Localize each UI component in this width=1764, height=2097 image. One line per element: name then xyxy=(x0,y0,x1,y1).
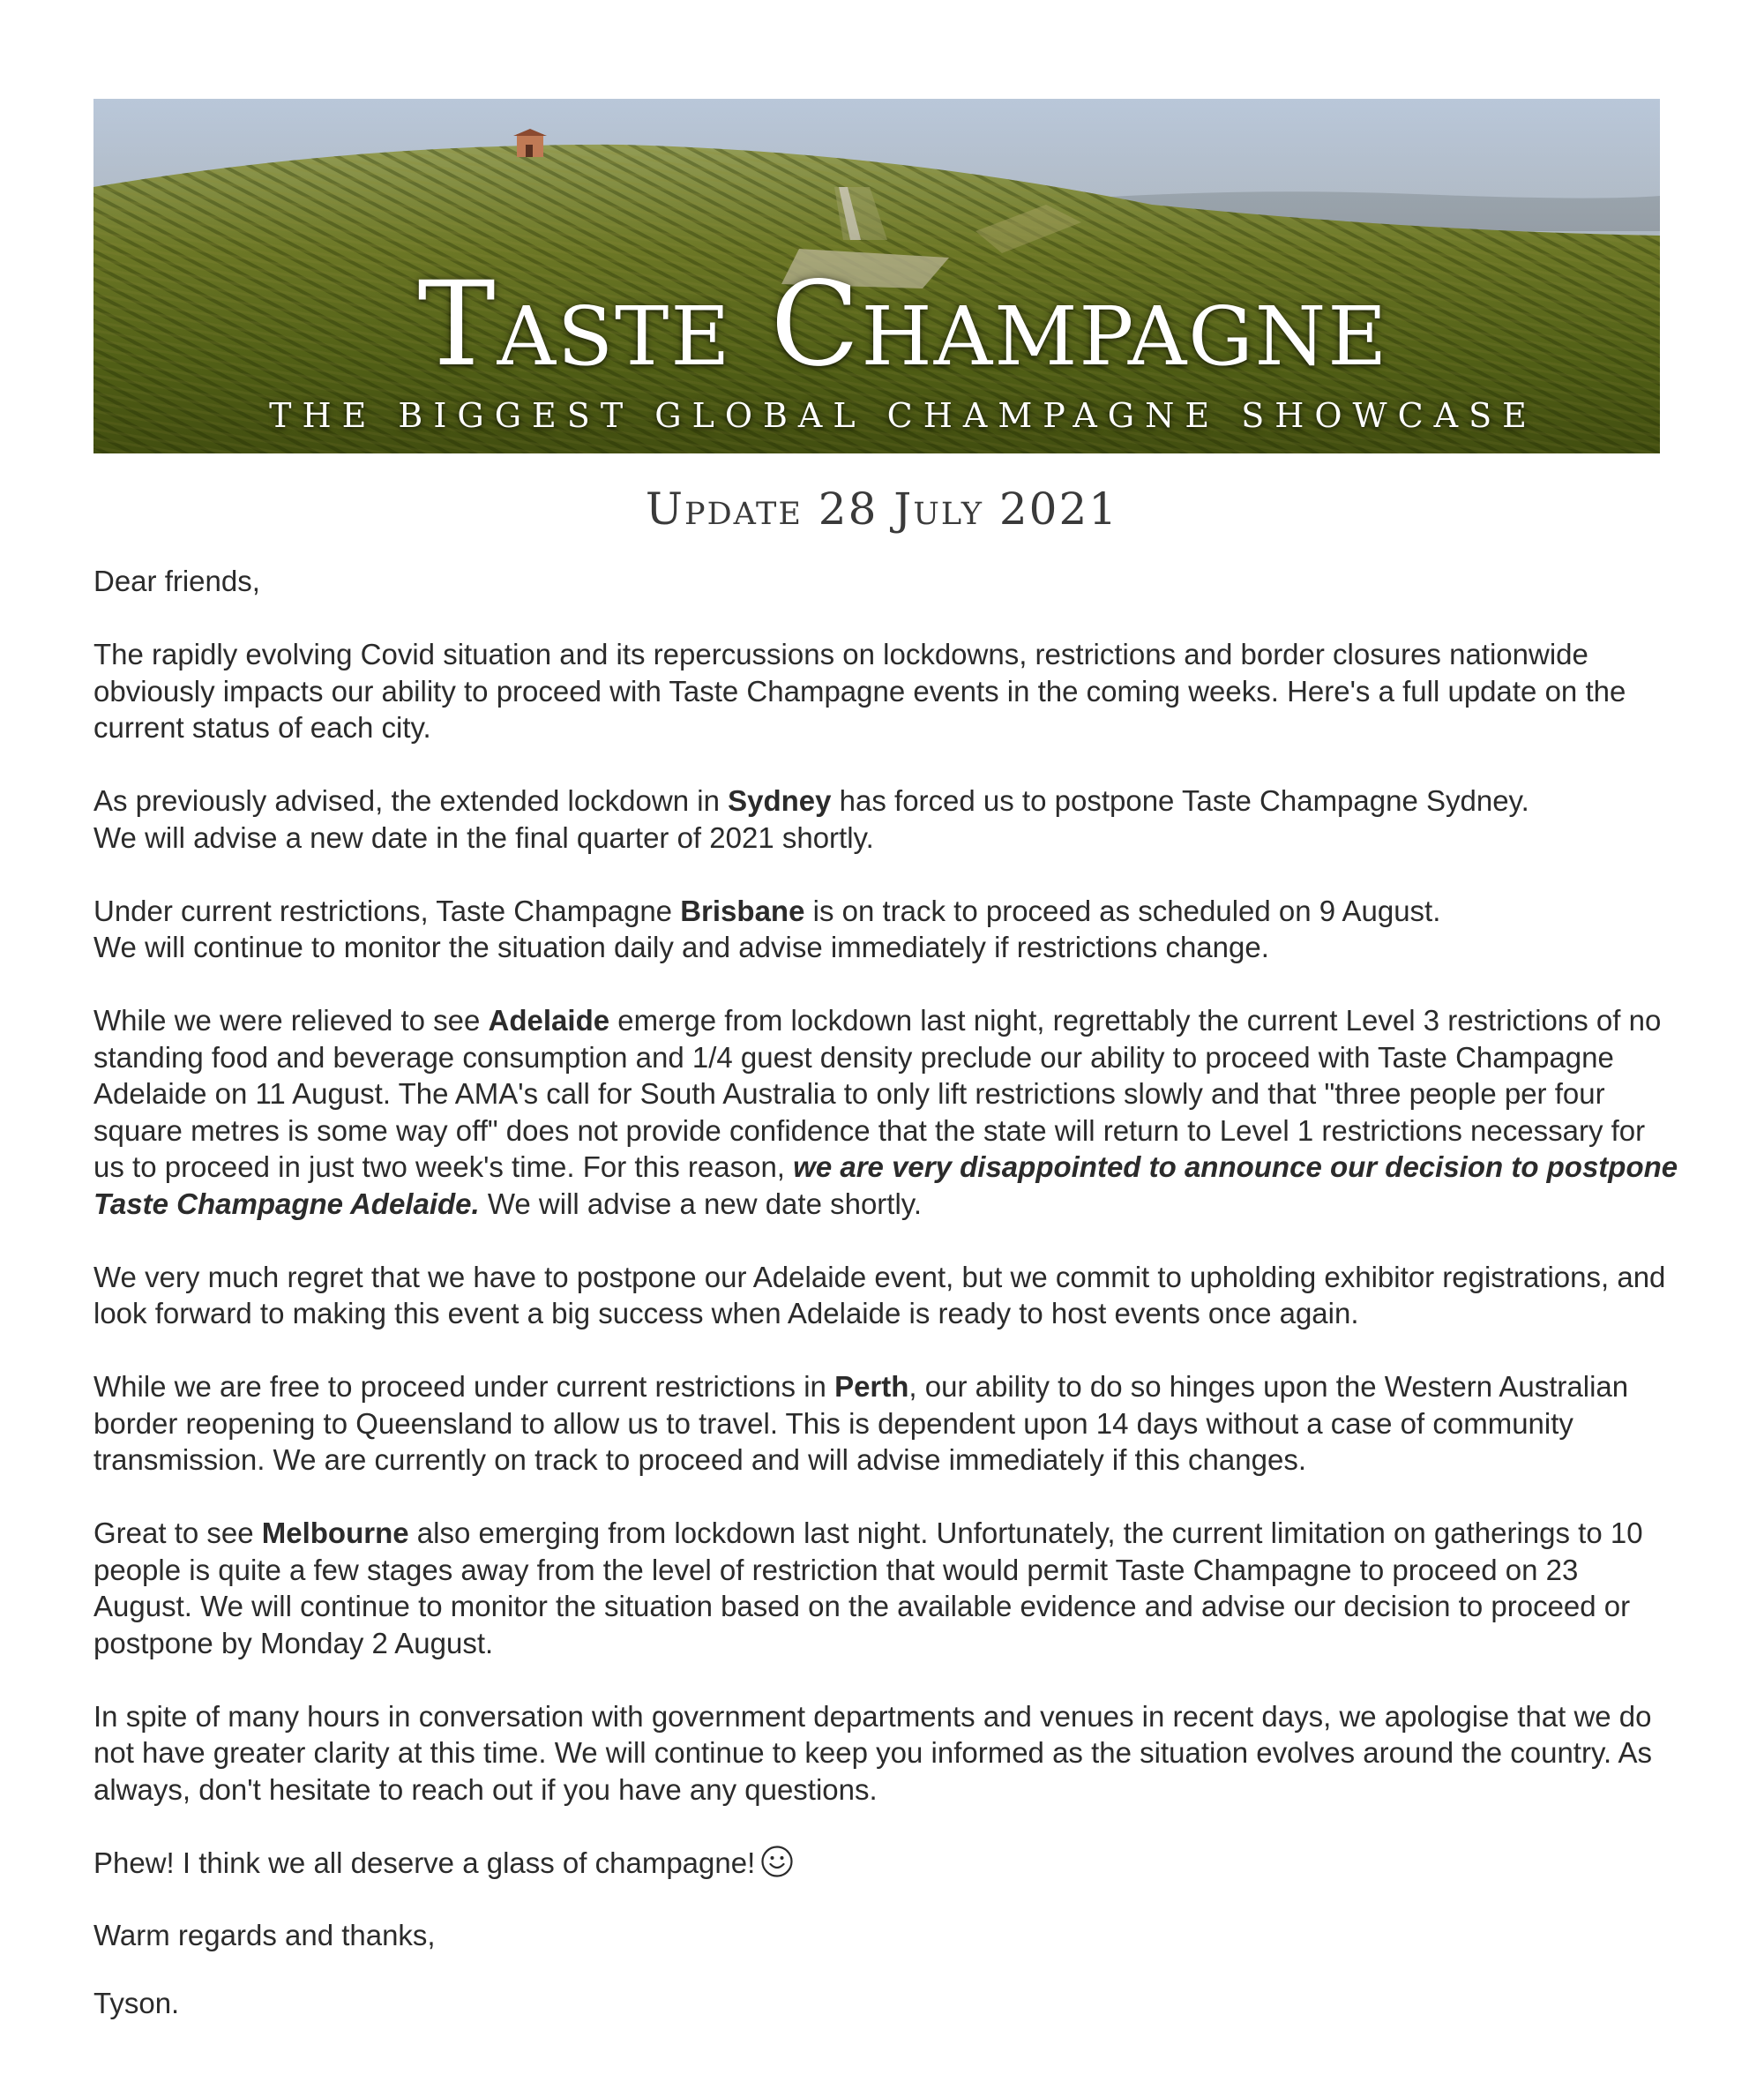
text: We will continue to monitor the situation daily and advise immediately if restrictions change. xyxy=(93,931,1269,963)
banner-subtitle: THE BIGGEST GLOBAL CHAMPAGNE SHOWCASE xyxy=(269,396,1537,435)
paragraph-melbourne xyxy=(93,1515,1681,1661)
city-name-melbourne: Melbourne xyxy=(261,1517,409,1549)
text: As previously advised, the extended lockdown in xyxy=(93,784,729,817)
paragraph-sydney xyxy=(93,783,1681,856)
city-name-brisbane: Brisbane xyxy=(680,894,805,927)
text: also emerging from lockdown last night. Unfortunately, the current limitation on gatherings to 10 people is quite a few stages away from the level of restriction that would permit Taste Champagne to proceed on 23 August. We will continue to monitor the situation based on the available evidence and advise our decision to proceed or postpone by Monday 2 August. xyxy=(93,1517,1643,1659)
text: We will advise a new date shortly. xyxy=(479,1187,923,1220)
letter-body xyxy=(93,563,1681,2058)
text: emerge from lockdown last night, regrettably the current Level 3 restrictions of no standing food and beverage consumption and 1/4 guest density preclude our ability to proceed with Taste Champagne Adelaide on 11 August. The AMA's call for South Australia to only lift restrictions slowly and that "three people per four square metres is some way off" does not provide confidence that the state will return to Level 1 restrictions necessary for us to proceed in just two week's time. For this reason, xyxy=(93,1004,1662,1183)
update-heading: Update 28 July 2021 xyxy=(645,483,1119,535)
greeting: Dear friends, xyxy=(93,565,260,597)
text: , our ability to do so hinges upon the Western Australian border reopening to Queensland to allow us to travel. This is dependent upon 14 days without a case of community transmission. We are currently on track to proceed and will advise immediately if this changes. xyxy=(93,1370,1629,1476)
city-name-perth: Perth xyxy=(834,1370,909,1403)
paragraph-phew xyxy=(93,1845,1681,1887)
text: Under current restrictions, Taste Champagne xyxy=(93,894,681,927)
signature: Tyson. xyxy=(93,1986,180,2019)
paragraph-adelaide xyxy=(93,1002,1681,1222)
paragraph-perth xyxy=(93,1368,1681,1479)
header-banner xyxy=(93,99,1660,453)
city-name-adelaide: Adelaide xyxy=(488,1004,610,1037)
paragraph-intro: The rapidly evolving Covid situation and its repercussions on lockdowns, restrictions and border closures nationwide obviously impacts our ability to proceed with Taste Champagne events in the coming weeks. Here's a full update on the current status of each city. xyxy=(93,638,1626,744)
signoff: Warm regards and thanks, xyxy=(93,1919,436,1951)
text: has forced us to postpone Taste Champagne Sydney. xyxy=(831,784,1529,817)
text: Great to see xyxy=(93,1517,262,1549)
text: While we are free to proceed under current restrictions in xyxy=(93,1370,835,1403)
text: We will advise a new date in the final quarter of 2021 shortly. xyxy=(93,820,874,854)
text: While we were relieved to see xyxy=(93,1004,489,1037)
paragraph-regret: We very much regret that we have to postpone our Adelaide event, but we commit to upholding exhibitor registrations, and look forward to making this event a big success when Adelaide is ready to host events once again. xyxy=(93,1260,1666,1329)
text: is on track to proceed as scheduled on 9 August. xyxy=(804,894,1441,927)
banner-title: Taste Champagne xyxy=(417,257,1389,393)
smiley-face-icon xyxy=(760,1845,794,1887)
paragraph-apology: In spite of many hours in conversation with government departments and venues in recent days, we apologise that we do not have greater clarity at this time. We will continue to keep you informed as the situation evolves around the country. As always, don't hesitate to reach out if you have any questions. xyxy=(93,1699,1653,1806)
paragraph-brisbane xyxy=(93,893,1681,966)
text: Phew! I think we all deserve a glass of champagne! xyxy=(93,1846,756,1879)
city-name-sydney: Sydney xyxy=(728,784,832,817)
postponement-announcement: we are very disappointed to announce our decision to postpone Taste Champagne Adelaide. xyxy=(93,1150,1678,1220)
